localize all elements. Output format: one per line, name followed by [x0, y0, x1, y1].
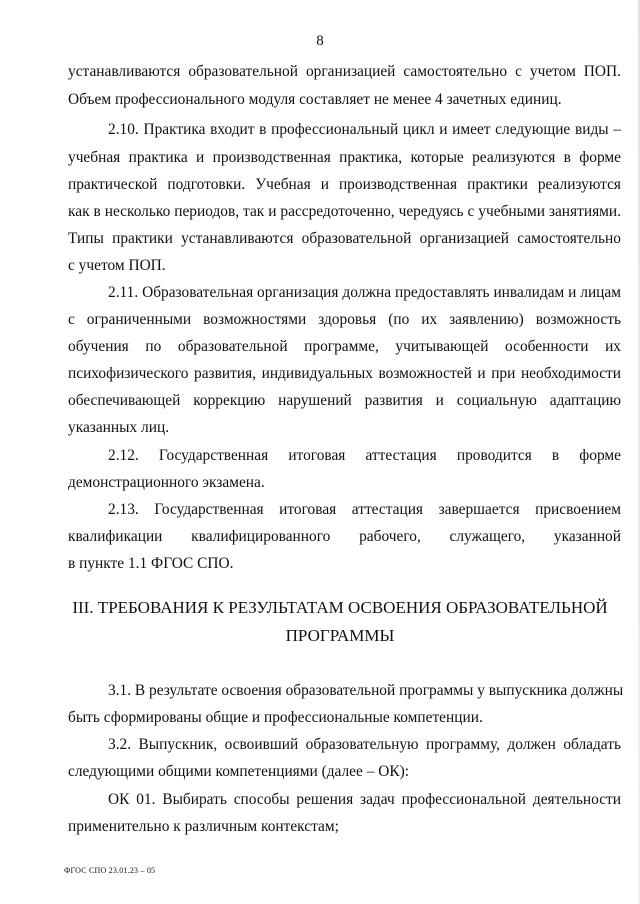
section-heading: ПРОГРАММЫ [285, 626, 395, 645]
paragraph-line: 3.2. Выпускник, освоивший образовательную программу, должен обладать [108, 736, 621, 753]
paragraph-line: психофизического развития, индивидуальных возможностей и при необходимости [68, 365, 621, 382]
paragraph-line: следующими общими компетенциями (далее – ОК): [68, 763, 410, 780]
paragraph-line: Объем профессионального модуля составляет не менее 4 зачетных единиц. [68, 91, 562, 108]
paragraph-line: квалификации квалифицированного рабочего, служащего, указанной [68, 528, 621, 545]
page-footer: ФГОС СПО 23.01.23 – 05 [64, 866, 156, 875]
paragraph-line: 2.12. Государственная итоговая аттестация проводится в форме [108, 447, 621, 464]
paragraph-line: ОК 01. Выбирать способы решения задач профессиональной деятельности [108, 791, 621, 808]
paragraph-line: демонстрационного экзамена. [68, 474, 265, 491]
paragraph-line: с учетом ПОП. [68, 257, 166, 274]
paragraph-line: 3.1. В результате освоения образовательной программы у выпускника должны [108, 682, 624, 699]
page-number: 8 [316, 33, 324, 49]
paragraph-line: учебная практика и производственная практика, которые реализуются в форме [68, 149, 621, 166]
paragraph-line: 2.11. Образовательная организация должна предоставлять инвалидам и лицам [108, 284, 621, 301]
paragraph-line: с ограниченными возможностями здоровья (по их заявлению) возможность [68, 311, 621, 328]
paragraph-line: быть сформированы общие и профессиональные компетенции. [68, 709, 483, 726]
paragraph-line: 2.13. Государственная итоговая аттестация завершается присвоением [108, 501, 621, 518]
paragraph-line: как в несколько периодов, так и рассредоточенно, чередуясь с учебными занятиями. [68, 203, 621, 220]
section-heading: III. ТРЕБОВАНИЯ К РЕЗУЛЬТАТАМ ОСВОЕНИЯ ОБРАЗОВАТЕЛЬНОЙ [72, 598, 608, 617]
paragraph-line: устанавливаются образовательной организацией самостоятельно с учетом ПОП. [68, 63, 621, 80]
paragraph-line: обучения по образовательной программе, учитывающей особенности их [68, 338, 621, 355]
paragraph-line: практической подготовки. Учебная и производственная практики реализуются [68, 176, 621, 193]
paragraph-line: применительно к различным контекстам; [68, 818, 339, 835]
paragraph-line: 2.10. Практика входит в профессиональный цикл и имеет следующие виды – [108, 121, 621, 138]
paragraph-line: Типы практики устанавливаются образовательной организацией самостоятельно [68, 230, 621, 247]
paragraph-line: в пункте 1.1 ФГОС СПО. [68, 555, 234, 572]
paragraph-line: указанных лиц. [68, 419, 170, 436]
paragraph-line: обеспечивающей коррекцию нарушений развития и социальную адаптацию [68, 392, 621, 409]
